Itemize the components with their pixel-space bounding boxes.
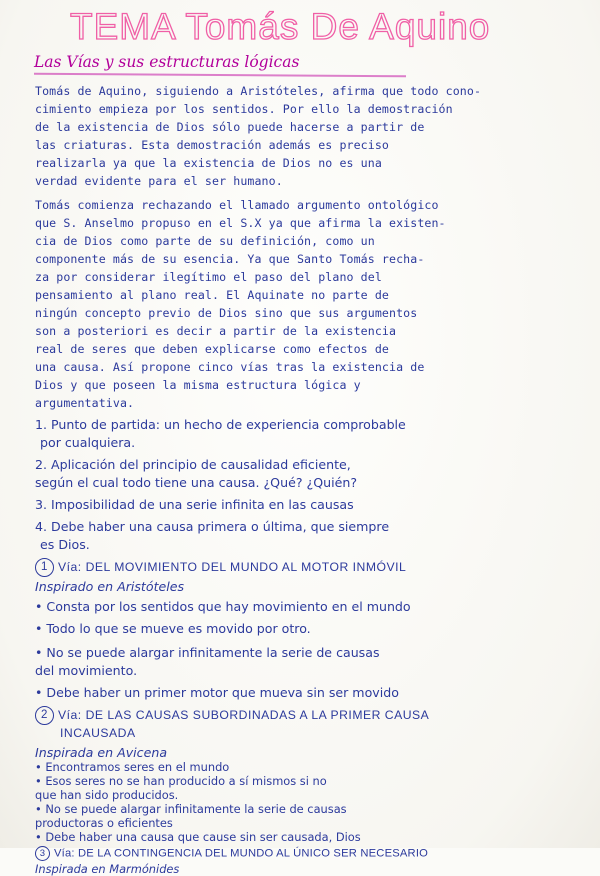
paragraph2-line: pensamiento al plano real. El Aquinate no parte de	[35, 288, 390, 302]
step-line: por cualquiera.	[40, 435, 136, 450]
paragraph2-line: Dios y que poseen la misma estructura lógica y	[35, 378, 361, 392]
via1-bullet: del movimiento.	[35, 663, 138, 678]
step-line: 1. Punto de partida: un hecho de experiencia comprobable	[35, 417, 406, 432]
paragraph2-line: cia de Dios como parte de su definición, como un	[35, 234, 375, 248]
paragraph1-line: Tomás de Aquino, siguiendo a Aristóteles, afirma que todo cono-	[35, 84, 482, 98]
via3-inspiration: Inspirada en Marmónides	[35, 862, 180, 876]
paragraph1-line: de la existencia de Dios sólo puede hacerse a partir de	[35, 120, 425, 134]
via2-bullet: • Esos seres no se han producido a sí mismos si no	[35, 774, 327, 788]
via1-heading	[35, 558, 406, 577]
page-title: TEMA Tomás De Aquino	[70, 6, 491, 47]
paragraph2-line: real de seres que deben explicarse como efectos de	[35, 342, 390, 356]
via2-bullet: que han sido producidos.	[35, 788, 179, 802]
paragraph2-line: una causa. Así propone cinco vías tras la existencia de	[35, 360, 425, 374]
paragraph1-line: cimiento empieza por los sentidos. Por ello la demostración	[35, 102, 453, 116]
paragraph1-line: las criaturas. Esta demostración además es preciso	[35, 138, 390, 152]
paragraph1-line: verdad evidente para el ser humano.	[35, 174, 283, 188]
paragraph2-line: za por considerar ilegítimo el paso del plano del	[35, 270, 382, 284]
via1-number: 1	[35, 558, 54, 577]
step-line: es Dios.	[40, 537, 90, 552]
subtitle-underline	[34, 73, 406, 78]
via2-heading	[35, 706, 429, 725]
via2-bullet: productoras o eficientes	[35, 816, 173, 830]
via1-bullet: • No se puede alargar infinitamente la serie de causas	[35, 645, 380, 660]
paragraph2-line: son a posteriori es decir a partir de la existencia	[35, 324, 397, 338]
via2-heading-text: Vía: DE LAS CAUSAS SUBORDINADAS A LA PRIMER CAUSA	[58, 708, 430, 722]
via1-heading-text: Vía: DEL MOVIMIENTO DEL MUNDO AL MOTOR INMÓVIL	[58, 560, 407, 574]
via1-bullet: • Debe haber un primer motor que mueva sin ser movido	[35, 685, 399, 700]
via2-bullet: • Debe haber una causa que cause sin ser causada, Dios	[35, 830, 361, 844]
paragraph2-line: componente más de su esencia. Ya que Santo Tomás recha-	[35, 252, 425, 266]
via1-bullet: • Todo lo que se mueve es movido por otro.	[35, 621, 311, 636]
step-line: 4. Debe haber una causa primera o última, que siempre	[35, 519, 390, 534]
via3-number: 3	[35, 846, 50, 861]
via3-heading	[35, 846, 428, 861]
subtitle: Las Vías y sus estructuras lógicas	[34, 53, 300, 71]
paragraph2-line: argumentativa.	[35, 396, 135, 410]
paragraph1-line: realizarla ya que la existencia de Dios no es una	[35, 156, 382, 170]
step-line: 2. Aplicación del principio de causalidad eficiente,	[35, 457, 351, 472]
paragraph2-line: que S. Anselmo propuso en el S.X ya que afirma la existen-	[35, 216, 446, 230]
via2-bullet: • No se puede alargar infinitamente la serie de causas	[35, 802, 347, 816]
via1-bullet: • Consta por los sentidos que hay movimiento en el mundo	[35, 599, 411, 614]
via2-number: 2	[35, 706, 54, 725]
step-line: 3. Imposibilidad de una serie infinita en las causas	[35, 497, 354, 512]
via2-heading-continued: INCAUSADA	[60, 726, 136, 740]
via2-bullet: • Encontramos seres en el mundo	[35, 760, 230, 774]
via3-heading-text: Vía: DE LA CONTINGENCIA DEL MUNDO AL ÚNICO SER NECESARIO	[54, 847, 429, 860]
via1-inspiration: Inspirado en Aristóteles	[35, 579, 185, 594]
via2-inspiration: Inspirada en Avicena	[35, 745, 168, 760]
paragraph2-line: Tomás comienza rechazando el llamado argumento ontológico	[35, 198, 439, 212]
paragraph2-line: ningún concepto previo de Dios sino que sus argumentos	[35, 306, 418, 320]
step-line: según el cual todo tiene una causa. ¿Qué? ¿Quién?	[35, 475, 358, 490]
